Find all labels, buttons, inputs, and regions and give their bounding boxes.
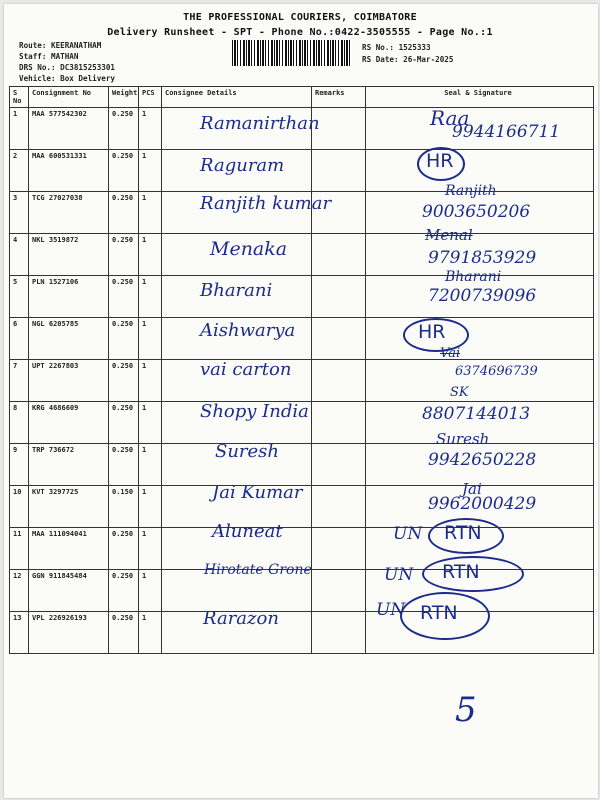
cell-sno: 10 — [10, 486, 29, 528]
signature-phone: 6374696739 — [455, 364, 538, 379]
cell-weight: 0.250 — [109, 234, 139, 276]
cell-sno: 1 — [10, 108, 29, 150]
cell-consignment-no: UPT 2267803 — [29, 360, 109, 402]
cell-pcs: 1 — [139, 150, 162, 192]
cell-sno: 3 — [10, 192, 29, 234]
handwritten-name: Menaka — [210, 238, 288, 260]
cell-pcs: 1 — [139, 318, 162, 360]
col-header-pcs: PCS — [139, 87, 162, 108]
cell-remarks — [312, 150, 366, 192]
cell-consignment-no: KVT 3297725 — [29, 486, 109, 528]
cell-remarks — [312, 276, 366, 318]
cell-consignment-no: PLN 1527106 — [29, 276, 109, 318]
cell-consignment-no: NKL 3519872 — [29, 234, 109, 276]
cell-weight: 0.250 — [109, 528, 139, 570]
signature-phone: 7200739096 — [428, 286, 537, 306]
rs-number: RS No.: 1525333 — [362, 43, 431, 52]
cell-consignment-no: GGN 911845484 — [29, 570, 109, 612]
cell-remarks — [312, 570, 366, 612]
cell-remarks — [312, 402, 366, 444]
cell-pcs: 1 — [139, 486, 162, 528]
cell-consignment-no: MAA 577542302 — [29, 108, 109, 150]
signature-scrawl: Bharani — [445, 269, 502, 285]
cell-sno: 8 — [10, 402, 29, 444]
handwritten-name: Ramanirthan — [200, 113, 320, 134]
signature-scrawl: Suresh — [436, 430, 490, 448]
handwritten-name: Hirotate Grone — [204, 562, 312, 578]
cell-consignment-no: TRP 736672 — [29, 444, 109, 486]
cell-consignment-no: MAA 600531331 — [29, 150, 109, 192]
handwritten-name: Aishwarya — [200, 320, 296, 341]
cell-remarks — [312, 318, 366, 360]
return-mark: RTN — [442, 561, 480, 583]
handwritten-name: Ranjith kumar — [200, 193, 332, 214]
cell-consignment-no: TCG 27027038 — [29, 192, 109, 234]
cell-remarks — [312, 612, 366, 654]
cell-consignment-no: NGL 6205785 — [29, 318, 109, 360]
cell-sno: 6 — [10, 318, 29, 360]
return-mark: RTN — [444, 522, 482, 544]
rtn-prefix: UN — [376, 600, 406, 620]
signature-phone: 8807144013 — [422, 404, 531, 424]
seal-initials: HR — [418, 321, 446, 343]
company-title: THE PROFESSIONAL COURIERS, COIMBATORE — [183, 12, 417, 23]
col-header-remarks: Remarks — [312, 87, 366, 108]
table-header-row — [10, 87, 594, 108]
handwritten-name: Jai Kumar — [212, 482, 303, 503]
table-row — [10, 612, 594, 654]
cell-sno: 2 — [10, 150, 29, 192]
signature-phone: 9944166711 — [452, 122, 561, 142]
col-header-signature: Seal & Signature — [366, 87, 594, 108]
cell-remarks — [312, 486, 366, 528]
cell-pcs: 1 — [139, 570, 162, 612]
handwritten-name: Bharani — [200, 280, 273, 301]
signature-phone: 9942650228 — [428, 450, 537, 470]
rtn-prefix: UN — [384, 565, 414, 585]
col-header-consignment: Consignment No — [29, 87, 109, 108]
cell-weight: 0.250 — [109, 108, 139, 150]
cell-weight: 0.250 — [109, 318, 139, 360]
cell-signature — [366, 318, 594, 360]
return-mark: RTN — [420, 602, 458, 624]
cell-weight: 0.250 — [109, 402, 139, 444]
rs-date: RS Date: 26-Mar-2025 — [362, 55, 454, 64]
handwritten-name: vai carton — [200, 359, 292, 380]
cell-weight: 0.150 — [109, 486, 139, 528]
rtn-prefix: UN — [393, 524, 423, 544]
cell-pcs: 1 — [139, 276, 162, 318]
signature-scrawl: Vai — [440, 346, 461, 361]
cell-pcs: 1 — [139, 360, 162, 402]
cell-weight: 0.250 — [109, 150, 139, 192]
cell-pcs: 1 — [139, 108, 162, 150]
col-header-sno: S No — [10, 87, 29, 108]
cell-consignment-no: MAA 111094041 — [29, 528, 109, 570]
cell-pcs: 1 — [139, 192, 162, 234]
cell-sno: 9 — [10, 444, 29, 486]
signature-scrawl: Raa — [430, 106, 470, 130]
handwritten-name: Aluneat — [212, 521, 283, 542]
cell-sno: 5 — [10, 276, 29, 318]
cell-consignment-no: KRG 4686609 — [29, 402, 109, 444]
signature-scrawl: SK — [450, 385, 469, 400]
cell-remarks — [312, 234, 366, 276]
cell-consignment-no: VPL 226926193 — [29, 612, 109, 654]
handwritten-name: Shopy India — [200, 401, 309, 422]
cell-remarks — [312, 444, 366, 486]
vehicle-label: Vehicle: Box Delivery — [19, 74, 116, 83]
cell-pcs: 1 — [139, 402, 162, 444]
cell-sno: 13 — [10, 612, 29, 654]
cell-sno: 12 — [10, 570, 29, 612]
drs-number: DRS No.: DC3815253301 — [19, 63, 116, 72]
cell-sno: 4 — [10, 234, 29, 276]
cell-pcs: 1 — [139, 234, 162, 276]
col-header-weight: Weight — [109, 87, 139, 108]
cell-remarks — [312, 360, 366, 402]
signature-scrawl: Jai — [462, 480, 482, 498]
cell-pcs: 1 — [139, 612, 162, 654]
table-row — [10, 150, 594, 192]
runsheet-subtitle: Delivery Runsheet - SPT - Phone No.:0422-3505555 - Page No.:1 — [107, 27, 493, 38]
signature-scrawl: Menal — [425, 226, 473, 244]
cell-sno: 11 — [10, 528, 29, 570]
handwritten-name: Raguram — [200, 155, 285, 176]
cell-weight: 0.250 — [109, 612, 139, 654]
cell-sno: 7 — [10, 360, 29, 402]
col-header-consignee: Consignee Details — [162, 87, 312, 108]
handwritten-name: Suresh — [215, 441, 280, 462]
staff-label: Staff: MATHAN — [19, 52, 79, 61]
signature-phone: 9003650206 — [422, 202, 531, 222]
cell-remarks — [312, 528, 366, 570]
table-row — [10, 318, 594, 360]
cell-weight: 0.250 — [109, 276, 139, 318]
cell-pcs: 1 — [139, 444, 162, 486]
cell-weight: 0.250 — [109, 192, 139, 234]
cell-pcs: 1 — [139, 528, 162, 570]
cell-weight: 0.250 — [109, 444, 139, 486]
signature-scrawl: Ranjith — [445, 183, 497, 199]
seal-initials: HR — [426, 150, 454, 172]
handwritten-page-mark: 5 — [455, 690, 477, 730]
handwritten-name: Rarazon — [203, 608, 279, 629]
barcode — [232, 40, 352, 66]
route-label: Route: KEERANATHAM — [19, 41, 102, 50]
cell-weight: 0.250 — [109, 360, 139, 402]
signature-phone: 9962000429 — [428, 494, 537, 514]
signature-phone: 9791853929 — [428, 248, 537, 268]
cell-weight: 0.250 — [109, 570, 139, 612]
